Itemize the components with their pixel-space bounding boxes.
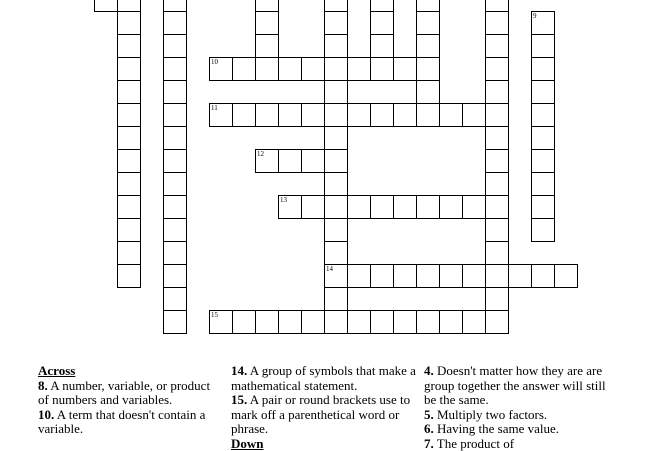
crossword-cell[interactable] <box>301 57 325 81</box>
across-heading: Across <box>38 364 220 379</box>
crossword-cell[interactable] <box>324 195 348 219</box>
clue-down-7: 7. The product of <box>424 437 609 451</box>
crossword-cell[interactable] <box>163 195 187 219</box>
crossword-cell[interactable] <box>347 310 371 334</box>
crossword-cell[interactable] <box>163 287 187 311</box>
crossword-cell[interactable] <box>209 103 233 127</box>
crossword-cell[interactable] <box>301 149 325 173</box>
crossword-cell[interactable] <box>255 149 279 173</box>
crossword-cell[interactable] <box>324 172 348 196</box>
crossword-cell[interactable] <box>439 264 463 288</box>
clue-across-14: 14. A group of symbols that make a mathematical statement. <box>231 364 417 393</box>
crossword-cell[interactable] <box>416 80 440 104</box>
crossword-cell[interactable] <box>554 264 578 288</box>
crossword-cell[interactable] <box>347 57 371 81</box>
crossword-cell[interactable] <box>232 103 256 127</box>
clue-across-15: 15. A pair or round brackets use to mark off a parenthetical word or phrase. <box>231 393 417 437</box>
crossword-cell[interactable] <box>347 103 371 127</box>
crossword-cell[interactable] <box>485 126 509 150</box>
crossword-cell[interactable] <box>163 241 187 265</box>
crossword-cell[interactable] <box>324 287 348 311</box>
crossword-cell[interactable] <box>255 34 279 58</box>
crossword-cell[interactable] <box>370 57 394 81</box>
crossword-cell[interactable] <box>531 126 555 150</box>
crossword-cell[interactable] <box>531 264 555 288</box>
crossword-cell[interactable] <box>485 57 509 81</box>
crossword-cell[interactable] <box>370 264 394 288</box>
clues-column-1 <box>38 364 220 437</box>
crossword-cell[interactable] <box>117 34 141 58</box>
crossword-cell[interactable] <box>163 57 187 81</box>
crossword-cell[interactable] <box>416 57 440 81</box>
crossword-cell[interactable] <box>531 218 555 242</box>
crossword-cell[interactable] <box>163 103 187 127</box>
crossword-cell[interactable] <box>301 310 325 334</box>
crossword-cell[interactable] <box>163 218 187 242</box>
crossword-cell[interactable] <box>163 264 187 288</box>
crossword-cell[interactable] <box>531 57 555 81</box>
crossword-cell[interactable] <box>324 218 348 242</box>
crossword-cell[interactable] <box>393 195 417 219</box>
crossword-cell[interactable] <box>416 264 440 288</box>
crossword-cell[interactable] <box>324 149 348 173</box>
crossword-cell[interactable] <box>255 11 279 35</box>
cell-number: 14 <box>326 265 333 273</box>
crossword-cell[interactable] <box>462 310 486 334</box>
crossword-cell[interactable] <box>278 310 302 334</box>
crossword-cell[interactable] <box>163 11 187 35</box>
crossword-cell[interactable] <box>117 172 141 196</box>
crossword-cell[interactable] <box>393 103 417 127</box>
crossword-cell[interactable] <box>324 80 348 104</box>
crossword-cell[interactable] <box>209 57 233 81</box>
crossword-cell[interactable] <box>531 195 555 219</box>
crossword-cell[interactable] <box>117 264 141 288</box>
crossword-cell[interactable] <box>255 310 279 334</box>
crossword-cell[interactable] <box>324 103 348 127</box>
clue-down-4: 4. Doesn't matter how they are are group together the answer will still be the same. <box>424 364 609 408</box>
crossword-cell[interactable] <box>485 172 509 196</box>
crossword-cell[interactable] <box>278 57 302 81</box>
crossword-cell[interactable] <box>485 287 509 311</box>
clues-column-3 <box>424 364 609 451</box>
crossword-cell[interactable] <box>531 103 555 127</box>
clue-down-6: 6. Having the same value. <box>424 422 609 437</box>
crossword-cell[interactable] <box>163 80 187 104</box>
crossword-cell[interactable] <box>439 310 463 334</box>
down-heading: Down <box>231 437 417 451</box>
crossword-cell[interactable] <box>255 103 279 127</box>
crossword-cell[interactable] <box>255 57 279 81</box>
crossword-cell[interactable] <box>531 80 555 104</box>
crossword-cell[interactable] <box>347 264 371 288</box>
crossword-cell[interactable] <box>485 80 509 104</box>
cell-number: 9 <box>533 12 537 20</box>
crossword-cell[interactable] <box>117 11 141 35</box>
cell-number: 13 <box>280 196 287 204</box>
cell-number: 10 <box>211 58 218 66</box>
crossword-cell[interactable] <box>485 103 509 127</box>
crossword-cell[interactable] <box>209 310 233 334</box>
clues-column-2 <box>231 364 417 451</box>
crossword-cell[interactable] <box>278 195 302 219</box>
crossword-cell[interactable] <box>462 195 486 219</box>
crossword-cell[interactable] <box>117 80 141 104</box>
crossword-cell[interactable] <box>531 11 555 35</box>
crossword-cell[interactable] <box>117 103 141 127</box>
crossword-cell[interactable] <box>531 172 555 196</box>
crossword-cell[interactable] <box>531 34 555 58</box>
crossword-cell[interactable] <box>163 126 187 150</box>
clue-down-5: 5. Multiply two factors. <box>424 408 609 423</box>
crossword-cell[interactable] <box>278 103 302 127</box>
crossword-cell[interactable] <box>163 34 187 58</box>
crossword-cell[interactable] <box>462 103 486 127</box>
crossword-cell[interactable] <box>324 310 348 334</box>
crossword-cell[interactable] <box>301 195 325 219</box>
crossword-cell[interactable] <box>117 57 141 81</box>
crossword-cell[interactable] <box>324 11 348 35</box>
crossword-cell[interactable] <box>485 264 509 288</box>
crossword-cell[interactable] <box>485 218 509 242</box>
clue-across-10: 10. A term that doesn't contain a variable. <box>38 408 220 437</box>
crossword-cell[interactable] <box>393 310 417 334</box>
crossword-cell[interactable] <box>301 103 325 127</box>
crossword-cell[interactable] <box>439 103 463 127</box>
crossword-cell[interactable] <box>324 264 348 288</box>
clue-across-8: 8. A number, variable, or product of numbers and variables. <box>38 379 220 408</box>
crossword-cell[interactable] <box>393 264 417 288</box>
crossword-cell[interactable] <box>94 0 118 12</box>
crossword-cell[interactable] <box>117 241 141 265</box>
crossword-cell[interactable] <box>370 34 394 58</box>
crossword-cell[interactable] <box>347 195 371 219</box>
cell-number: 12 <box>257 150 264 158</box>
crossword-cell[interactable] <box>232 310 256 334</box>
crossword-cell[interactable] <box>485 11 509 35</box>
crossword-cell[interactable] <box>508 264 532 288</box>
cell-number: 11 <box>211 104 218 112</box>
crossword-cell[interactable] <box>485 241 509 265</box>
crossword-cell[interactable] <box>439 195 463 219</box>
crossword-cell[interactable] <box>324 57 348 81</box>
crossword-cell[interactable] <box>117 126 141 150</box>
crossword-cell[interactable] <box>163 310 187 334</box>
crossword-cell[interactable] <box>117 195 141 219</box>
crossword-cell[interactable] <box>324 34 348 58</box>
crossword-cell[interactable] <box>416 103 440 127</box>
crossword-cell[interactable] <box>485 34 509 58</box>
crossword-cell[interactable] <box>485 149 509 173</box>
crossword-cell[interactable] <box>462 264 486 288</box>
crossword-cell[interactable] <box>278 149 302 173</box>
crossword-cell[interactable] <box>416 310 440 334</box>
crossword-cell[interactable] <box>485 195 509 219</box>
crossword-cell[interactable] <box>117 218 141 242</box>
crossword-cell[interactable] <box>393 57 417 81</box>
crossword-cell[interactable] <box>370 11 394 35</box>
crossword-cell[interactable] <box>370 310 394 334</box>
crossword-cell[interactable] <box>324 126 348 150</box>
crossword-cell[interactable] <box>232 57 256 81</box>
cell-number: 15 <box>211 311 218 319</box>
crossword-cell[interactable] <box>117 149 141 173</box>
crossword-cell[interactable] <box>416 11 440 35</box>
crossword-cell[interactable] <box>370 195 394 219</box>
crossword-cell[interactable] <box>324 241 348 265</box>
crossword-cell[interactable] <box>416 195 440 219</box>
crossword-cell[interactable] <box>163 172 187 196</box>
crossword-cell[interactable] <box>370 103 394 127</box>
crossword-cell[interactable] <box>416 34 440 58</box>
crossword-cell[interactable] <box>485 310 509 334</box>
crossword-cell[interactable] <box>163 149 187 173</box>
crossword-cell[interactable] <box>531 149 555 173</box>
